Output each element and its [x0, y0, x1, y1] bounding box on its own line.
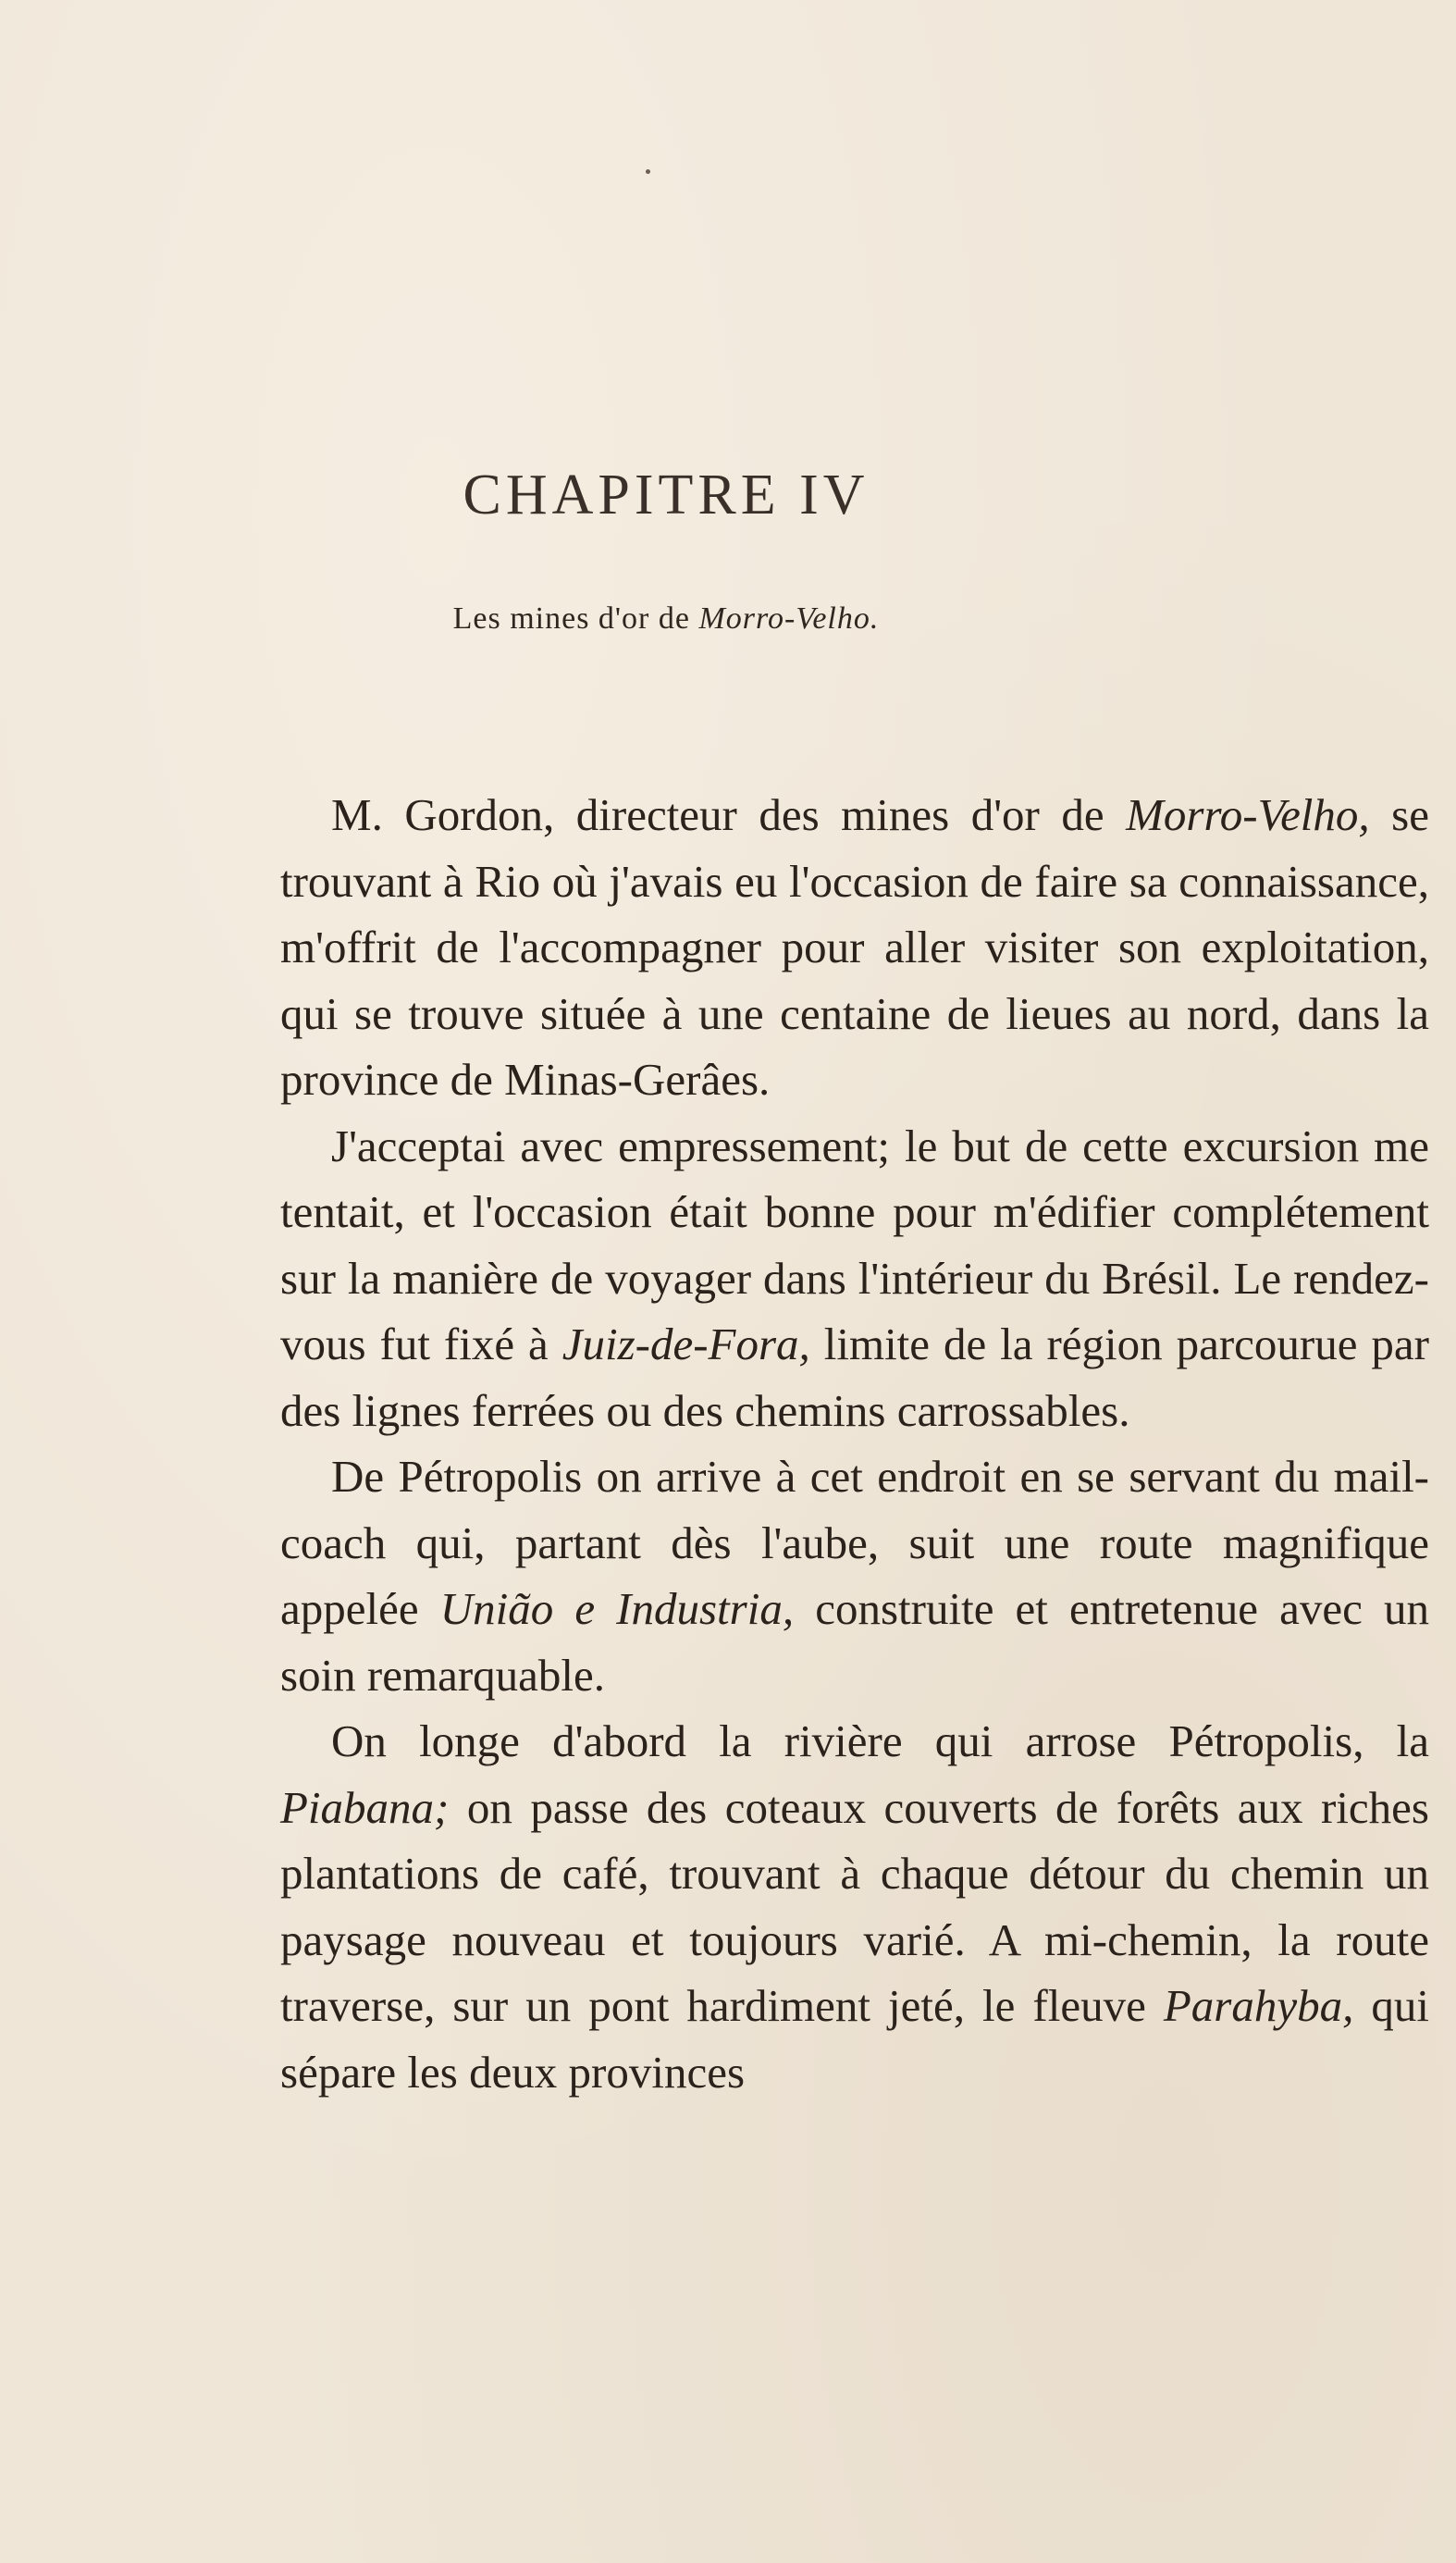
text-segment: qui sépare les deux provinces — [280, 1980, 1429, 2098]
text-segment: se trouvant à Rio où j'avais eu l'occasion de faire sa connaissance, m'offrit de l'accompagner pour aller visiter son exploitation, qui se trouve située à une centaine de lieues au nord, dans la province de Minas-Gerâes. — [280, 789, 1429, 1105]
chapter-subtitle — [0, 601, 1332, 637]
chapter-title: CHAPITRE IV — [463, 464, 870, 526]
text-segment: limite de la région parcourue par des lignes ferrées ou des chemins carrossables. — [280, 1319, 1429, 1436]
body-text — [280, 782, 1429, 2105]
text-segment: De Pétropolis on arrive à cet endroit en se servant du mail-coach qui, partant dès l'aube, suit une route magnifique appelée — [280, 1451, 1429, 1634]
italic-place-name: Juiz-de-Fora, — [561, 1319, 810, 1369]
italic-place-name: Piabana; — [280, 1781, 450, 1833]
paragraph — [280, 1708, 1429, 2105]
italic-place-name: União e Industria, — [439, 1583, 795, 1634]
text-segment: M. Gordon, directeur des mines d'or de — [331, 789, 1127, 840]
text-segment: construite et entretenue avec un soin remarquable. — [280, 1583, 1429, 1701]
paragraph — [280, 1113, 1429, 1444]
paragraph — [280, 1443, 1429, 1708]
text-segment: on passe des coteaux couverts de forêts aux riches plantations de café, trouvant à chaque détour du chemin un paysage nouveau et toujours varié. A mi-chemin, la route traverse, sur un pont hardiment jeté, le fleuve — [280, 1781, 1429, 2031]
paragraph — [280, 782, 1429, 1113]
text-segment: J'acceptai avec empressement; le but de cette excursion me tentait, et l'occasion était bonne pour m'édifier complétement sur la manière de voyager dans l'intérieur du Brésil. Le rendez-vous fut fixé à — [280, 1120, 1429, 1369]
italic-place-name: Parahyba, — [1163, 1980, 1354, 2031]
text-segment: On longe d'abord la rivière qui arrose Pétropolis, la — [331, 1715, 1429, 1766]
chapter-subtitle-place: Morro-Velho. — [698, 601, 880, 636]
ink-speck — [646, 169, 650, 174]
chapter-subtitle-text: Les mines d'or de — [452, 601, 699, 636]
italic-place-name: Morro-Velho, — [1126, 789, 1370, 840]
